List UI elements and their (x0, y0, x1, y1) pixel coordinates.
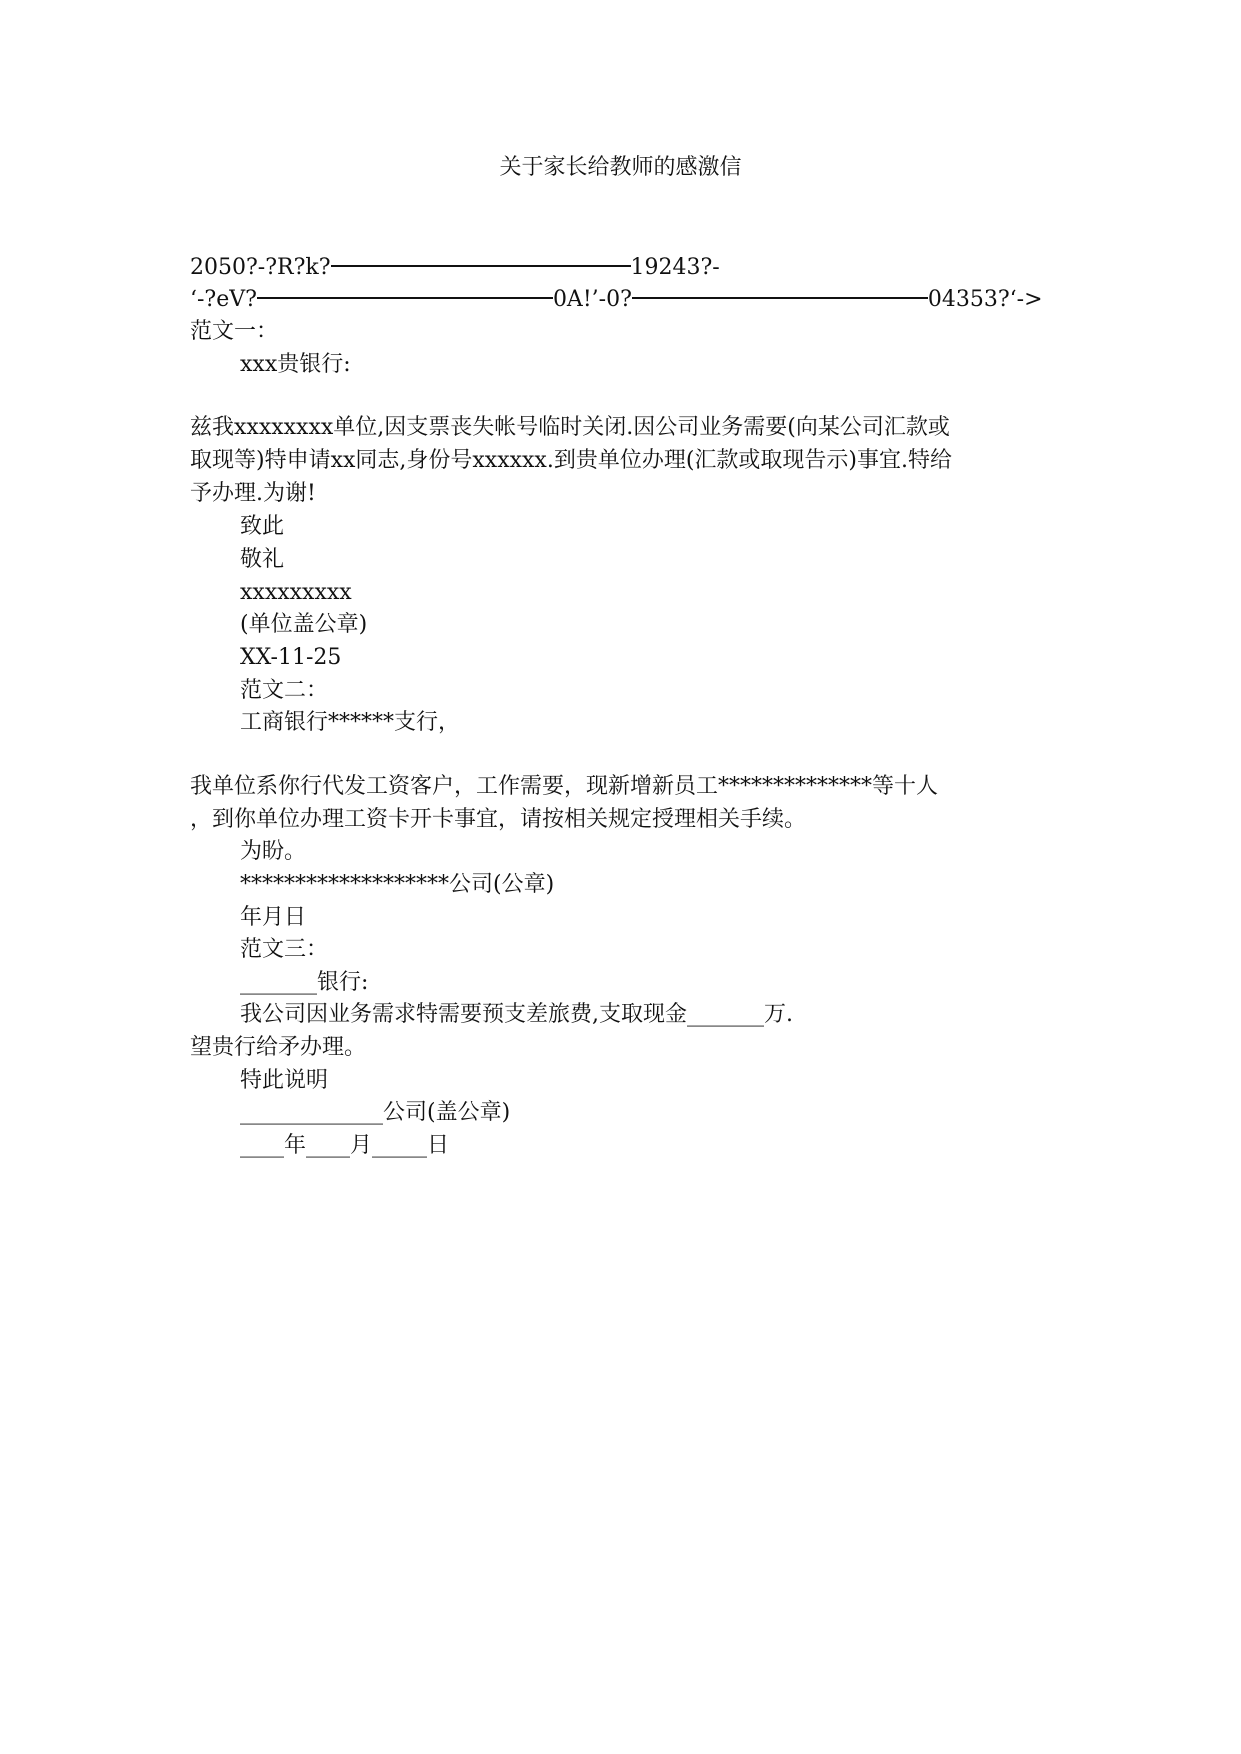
code-line-2-part1: ‘-?eV? (190, 287, 257, 312)
code-line-1-part2: 19243?- (630, 255, 720, 280)
code-line-2-rule-1 (257, 297, 553, 299)
sample3-body-blank: _______ (687, 1002, 764, 1027)
sample2-date: 年月日 (240, 905, 307, 930)
code-line-2-part3: 04353?‘-> (927, 287, 1043, 312)
sample3-salutation (240, 969, 368, 997)
sample3-salutation-suffix: 银行: (317, 970, 369, 995)
sample3-date (240, 1132, 449, 1160)
code-line-1-rule (331, 265, 631, 267)
code-line-2 (190, 286, 1043, 314)
sample2-heading: 范文二： (240, 678, 329, 703)
sample3-salutation-blank: _______ (240, 970, 317, 995)
sample3-date-blank-day: _____ (372, 1133, 428, 1158)
sample1-body-line-2: 取现等)特申请xx同志,身份号xxxxxx.到贵单位办理(汇款或取现告示)事宜.特给 (190, 448, 952, 473)
sample2-body-line-2: ，到你单位办理工资卡开卡事宜，请按相关规定授理相关手续。 (190, 807, 807, 832)
sample3-heading: 范文三： (240, 937, 329, 962)
sample3-company-suffix: 公司(盖公章) (383, 1100, 511, 1125)
sample3-date-blank-month: ____ (306, 1133, 351, 1158)
sample1-body-line-1: 兹我xxxxxxxx单位,因支票丧失帐号临时关闭.因公司业务需要(向某公司汇款或 (190, 415, 950, 440)
sample2-closing: 为盼。 (240, 839, 307, 864)
sample1-salutation: xxx贵银行: (240, 352, 351, 377)
sample1-signer: xxxxxxxxx (240, 580, 352, 605)
sample3-company-blank: _____________ (240, 1100, 383, 1125)
sample3-body-suffix: 万. (764, 1002, 793, 1027)
sample3-company (240, 1099, 510, 1127)
code-line-2-rule-2 (632, 297, 928, 299)
sample2-salutation: 工商银行******支行， (240, 710, 461, 735)
sample3-date-year: 年 (284, 1133, 307, 1158)
code-line-1 (190, 254, 720, 282)
sample1-body-line-3: 予办理.为谢! (190, 481, 316, 506)
sample1-date: XX-11-25 (240, 645, 342, 670)
sample3-closing: 特此说明 (240, 1068, 329, 1093)
sample1-closing-1: 致此 (240, 514, 285, 539)
sample3-date-day: 日 (427, 1133, 450, 1158)
sample3-date-blank-year: ____ (240, 1133, 284, 1158)
sample1-heading: 范文一： (190, 319, 279, 344)
sample3-body-line-2: 望贵行给矛办理。 (190, 1035, 367, 1060)
code-line-1-part1: 2050?-?R?k? (190, 255, 331, 280)
sample2-body-line-1: 我单位系你行代发工资客户，工作需要，现新增新员工**************等十人 (190, 774, 939, 799)
sample3-date-month: 月 (350, 1133, 373, 1158)
sample2-signer: *******************公司(公章) (240, 872, 555, 897)
code-line-2-part2: 0A!’-0? (552, 287, 632, 312)
sample1-closing-2: 敬礼 (240, 547, 285, 572)
sample3-body-prefix: 我公司因业务需求特需要预支差旅费,支取现金 (240, 1002, 687, 1027)
sample1-seal: (单位盖公章) (240, 612, 368, 637)
document-title: 关于家长给教师的感激信 (499, 155, 742, 180)
sample3-body-line-1 (240, 1001, 793, 1029)
